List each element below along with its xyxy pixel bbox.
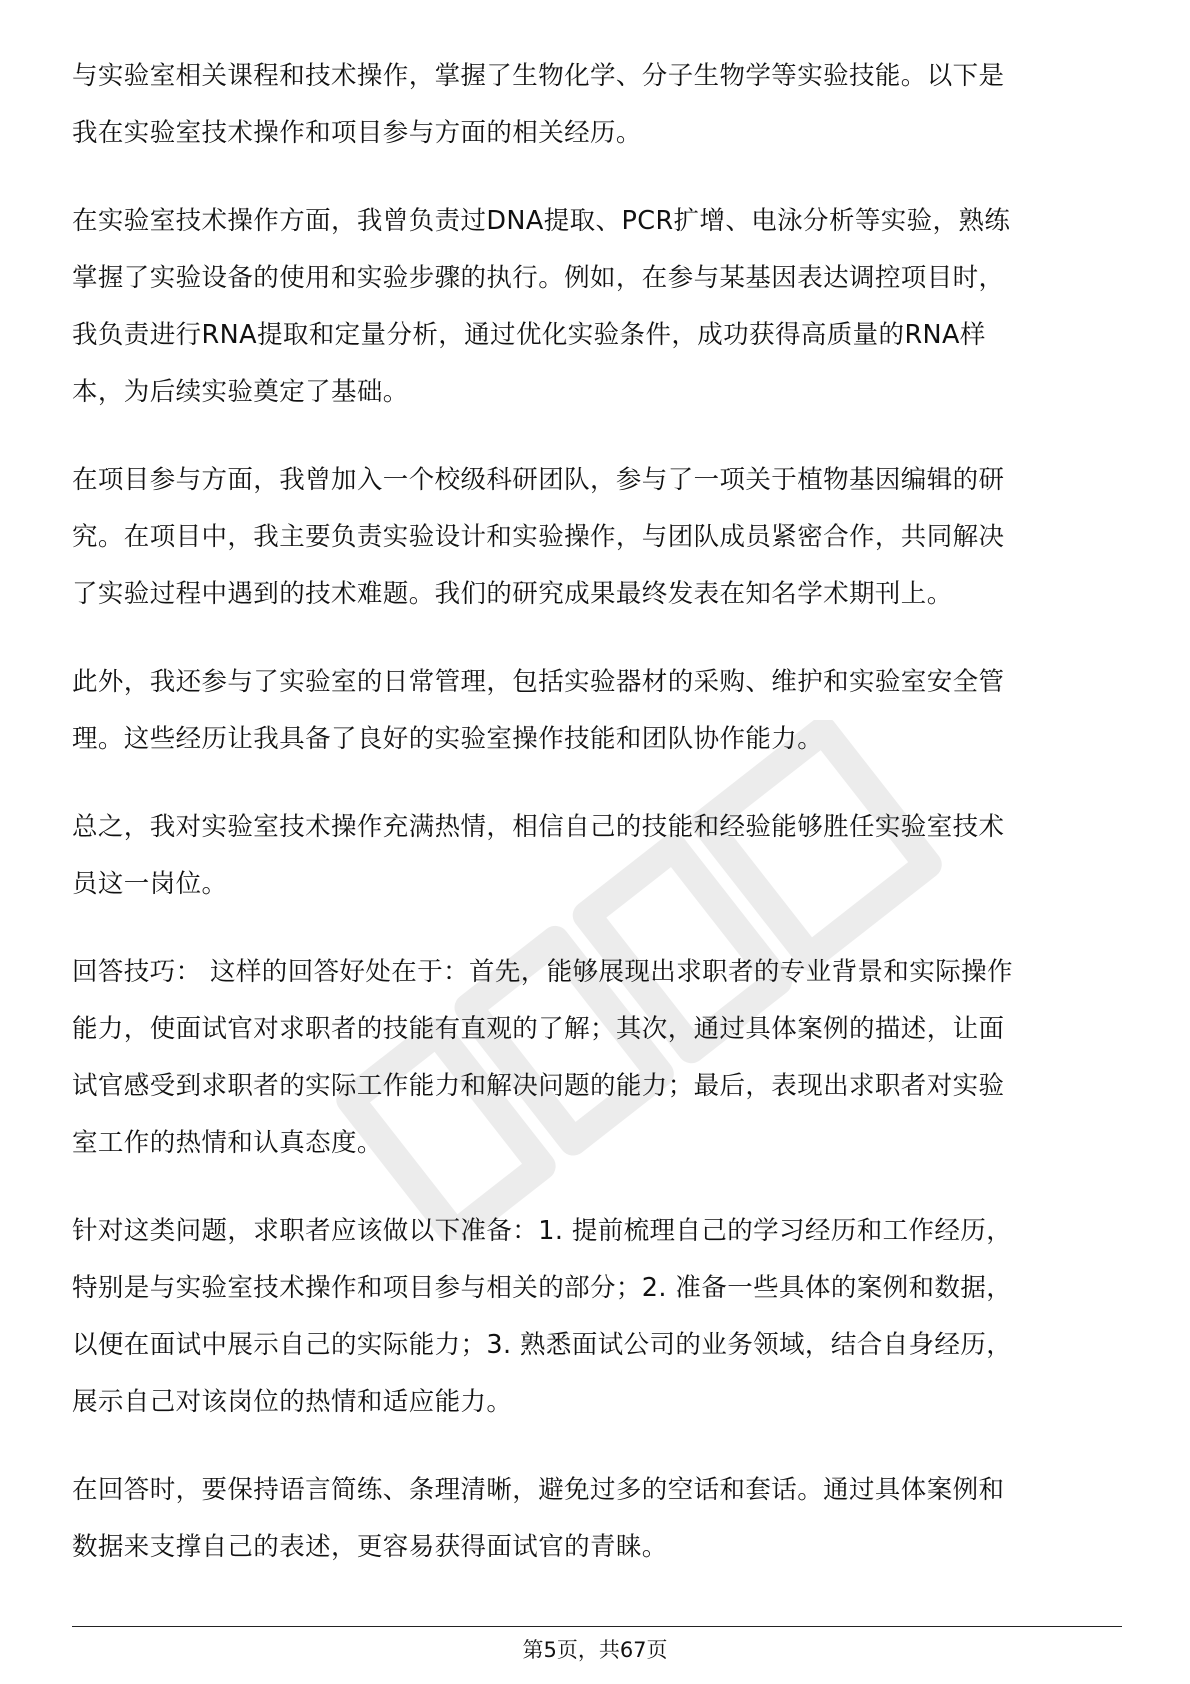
text-line: 特别是与实验室技术操作和项目参与相关的部分；2. 准备一些具体的案例和数据， [72,1273,1013,1303]
text-line: 掌握了实验设备的使用和实验步骤的执行。例如，在参与某基因表达调控项目时， [72,263,1005,293]
text-line: 能力，使面试官对求职者的技能有直观的了解；其次，通过具体案例的描述，让面 [72,1014,1005,1044]
text-line: 理。这些经历让我具备了良好的实验室操作技能和团队协作能力。 [72,724,824,754]
text-line: 展示自己对该岗位的热情和适应能力。 [72,1387,513,1417]
paragraph [72,944,1122,1172]
text-line: 在回答时，要保持语言简练、条理清晰，避免过多的空话和套话。通过具体案例和 [72,1475,1005,1505]
text-line: 总之，我对实验室技术操作充满热情，相信自己的技能和经验能够胜任实验室技术 [72,812,1005,842]
text-line: 员这一岗位。 [72,869,228,899]
text-line: 与实验室相关课程和技术操作，掌握了生物化学、分子生物学等实验技能。以下是 [72,61,1005,91]
paragraph [72,1203,1122,1431]
paragraph [72,48,1122,162]
footer-divider [72,1626,1122,1627]
text-line: 究。在项目中，我主要负责实验设计和实验操作，与团队成员紧密合作，共同解决 [72,522,1005,552]
text-line: 了实验过程中遇到的技术难题。我们的研究成果最终发表在知名学术期刊上。 [72,579,953,609]
page-number: 第5页，共67页 [522,1638,668,1662]
text-line: 我在实验室技术操作和项目参与方面的相关经历。 [72,118,642,148]
text-line: 此外，我还参与了实验室的日常管理，包括实验器材的采购、维护和实验室安全管 [72,667,1005,697]
paragraph [72,654,1122,768]
paragraph [72,1462,1122,1576]
text-line: 试官感受到求职者的实际工作能力和解决问题的能力；最后，表现出求职者对实验 [72,1071,1005,1101]
paragraph [72,799,1122,913]
text-line: 以便在面试中展示自己的实际能力；3. 熟悉面试公司的业务领域，结合自身经历， [72,1330,1013,1360]
text-line: 针对这类问题，求职者应该做以下准备：1. 提前梳理自己的学习经历和工作经历， [72,1216,1013,1246]
paragraph [72,452,1122,623]
paragraph [72,193,1122,421]
document-body [72,48,1122,1607]
text-line: 在实验室技术操作方面，我曾负责过DNA提取、PCR扩增、电泳分析等实验，熟练 [72,206,1011,236]
text-line: 数据来支撑自己的表述，更容易获得面试官的青睐。 [72,1532,668,1562]
text-line: 本，为后续实验奠定了基础。 [72,377,409,407]
text-line: 回答技巧： 这样的回答好处在于：首先，能够展现出求职者的专业背景和实际操作 [72,957,1013,987]
text-line: 在项目参与方面，我曾加入一个校级科研团队，参与了一项关于植物基因编辑的研 [72,465,1005,495]
text-line: 室工作的热情和认真态度。 [72,1128,383,1158]
text-line: 我负责进行RNA提取和定量分析，通过优化实验条件，成功获得高质量的RNA样 [72,320,986,350]
